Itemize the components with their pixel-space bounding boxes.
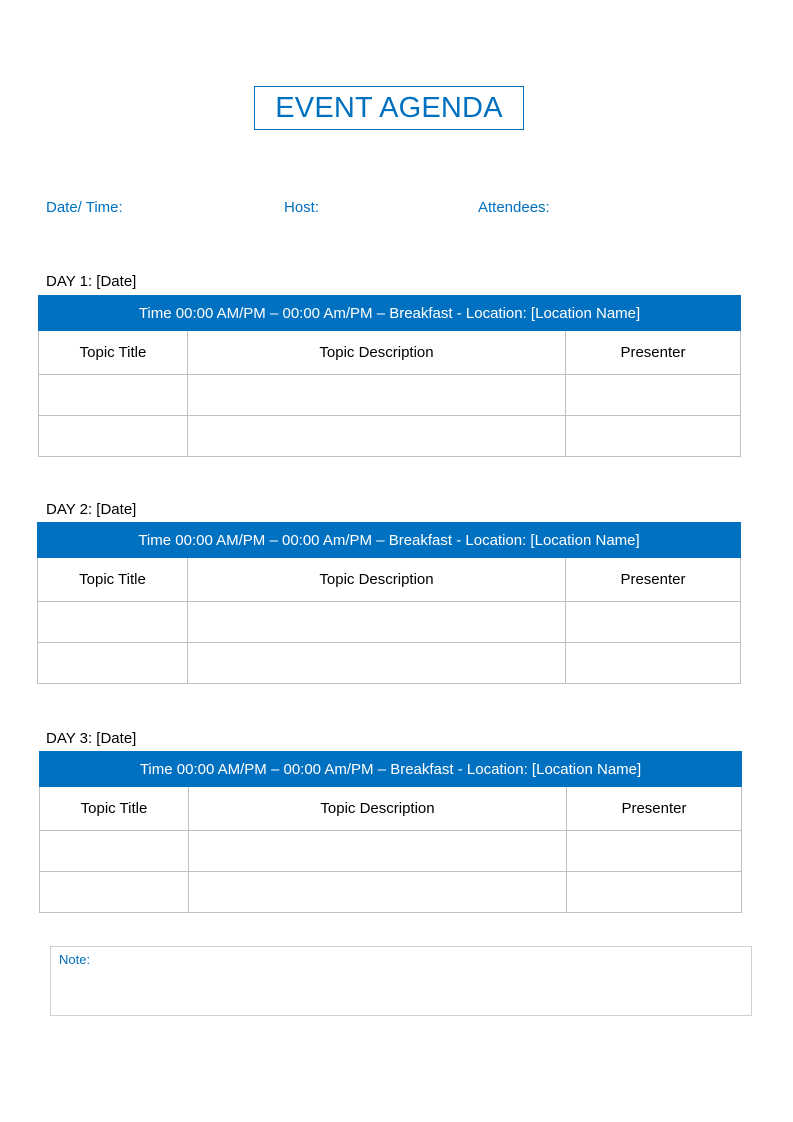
day-2-column-header-row	[38, 558, 741, 602]
day-2-time-header: Time 00:00 AM/PM – 00:00 Am/PM – Breakfast - Location: [Location Name]	[38, 523, 741, 558]
topic-title-header: Topic Title	[40, 787, 189, 831]
topic-description-cell[interactable]	[188, 375, 566, 416]
note-label: Note:	[59, 952, 91, 967]
table-row	[40, 872, 742, 913]
topic-description-cell[interactable]	[188, 416, 566, 457]
day-3-time-header: Time 00:00 AM/PM – 00:00 Am/PM – Breakfast - Location: [Location Name]	[40, 752, 742, 787]
topic-description-header: Topic Description	[188, 331, 566, 375]
day-1-agenda-table	[38, 295, 741, 457]
topic-title-header: Topic Title	[39, 331, 188, 375]
day-3-agenda-table	[39, 751, 742, 913]
presenter-cell[interactable]	[566, 602, 741, 643]
host-label: Host:	[284, 199, 320, 216]
topic-title-cell[interactable]	[40, 831, 189, 872]
day-1-time-header: Time 00:00 AM/PM – 00:00 Am/PM – Breakfast - Location: [Location Name]	[39, 296, 741, 331]
topic-description-header: Topic Description	[189, 787, 567, 831]
topic-title-cell[interactable]	[38, 602, 188, 643]
day-1-label: DAY 1: [Date]	[46, 273, 137, 290]
day-3-column-header-row	[40, 787, 742, 831]
table-row	[39, 375, 741, 416]
topic-title-cell[interactable]	[40, 872, 189, 913]
presenter-header: Presenter	[566, 331, 741, 375]
table-row	[38, 602, 741, 643]
day-2-label: DAY 2: [Date]	[46, 501, 137, 518]
attendees-label: Attendees:	[478, 199, 550, 216]
topic-title-cell[interactable]	[39, 416, 188, 457]
topic-description-cell[interactable]	[188, 602, 566, 643]
topic-title-header: Topic Title	[38, 558, 188, 602]
topic-description-cell[interactable]	[188, 643, 566, 684]
table-row	[39, 416, 741, 457]
table-row	[38, 643, 741, 684]
topic-description-cell[interactable]	[189, 872, 567, 913]
table-row	[40, 831, 742, 872]
day-2-agenda-table	[37, 522, 741, 684]
day-1-time-header-row	[39, 296, 741, 331]
topic-description-header: Topic Description	[188, 558, 566, 602]
presenter-header: Presenter	[566, 558, 741, 602]
presenter-cell[interactable]	[566, 416, 741, 457]
date-time-label: Date/ Time:	[46, 199, 123, 216]
day-3-label: DAY 3: [Date]	[46, 730, 137, 747]
topic-title-cell[interactable]	[39, 375, 188, 416]
topic-title-cell[interactable]	[38, 643, 188, 684]
day-3-time-header-row	[40, 752, 742, 787]
page-title: EVENT AGENDA	[254, 86, 524, 130]
presenter-header: Presenter	[567, 787, 742, 831]
presenter-cell[interactable]	[567, 872, 742, 913]
presenter-cell[interactable]	[567, 831, 742, 872]
day-1-column-header-row	[39, 331, 741, 375]
day-2-time-header-row	[38, 523, 741, 558]
topic-description-cell[interactable]	[189, 831, 567, 872]
presenter-cell[interactable]	[566, 643, 741, 684]
presenter-cell[interactable]	[566, 375, 741, 416]
note-box[interactable]	[50, 946, 752, 1016]
